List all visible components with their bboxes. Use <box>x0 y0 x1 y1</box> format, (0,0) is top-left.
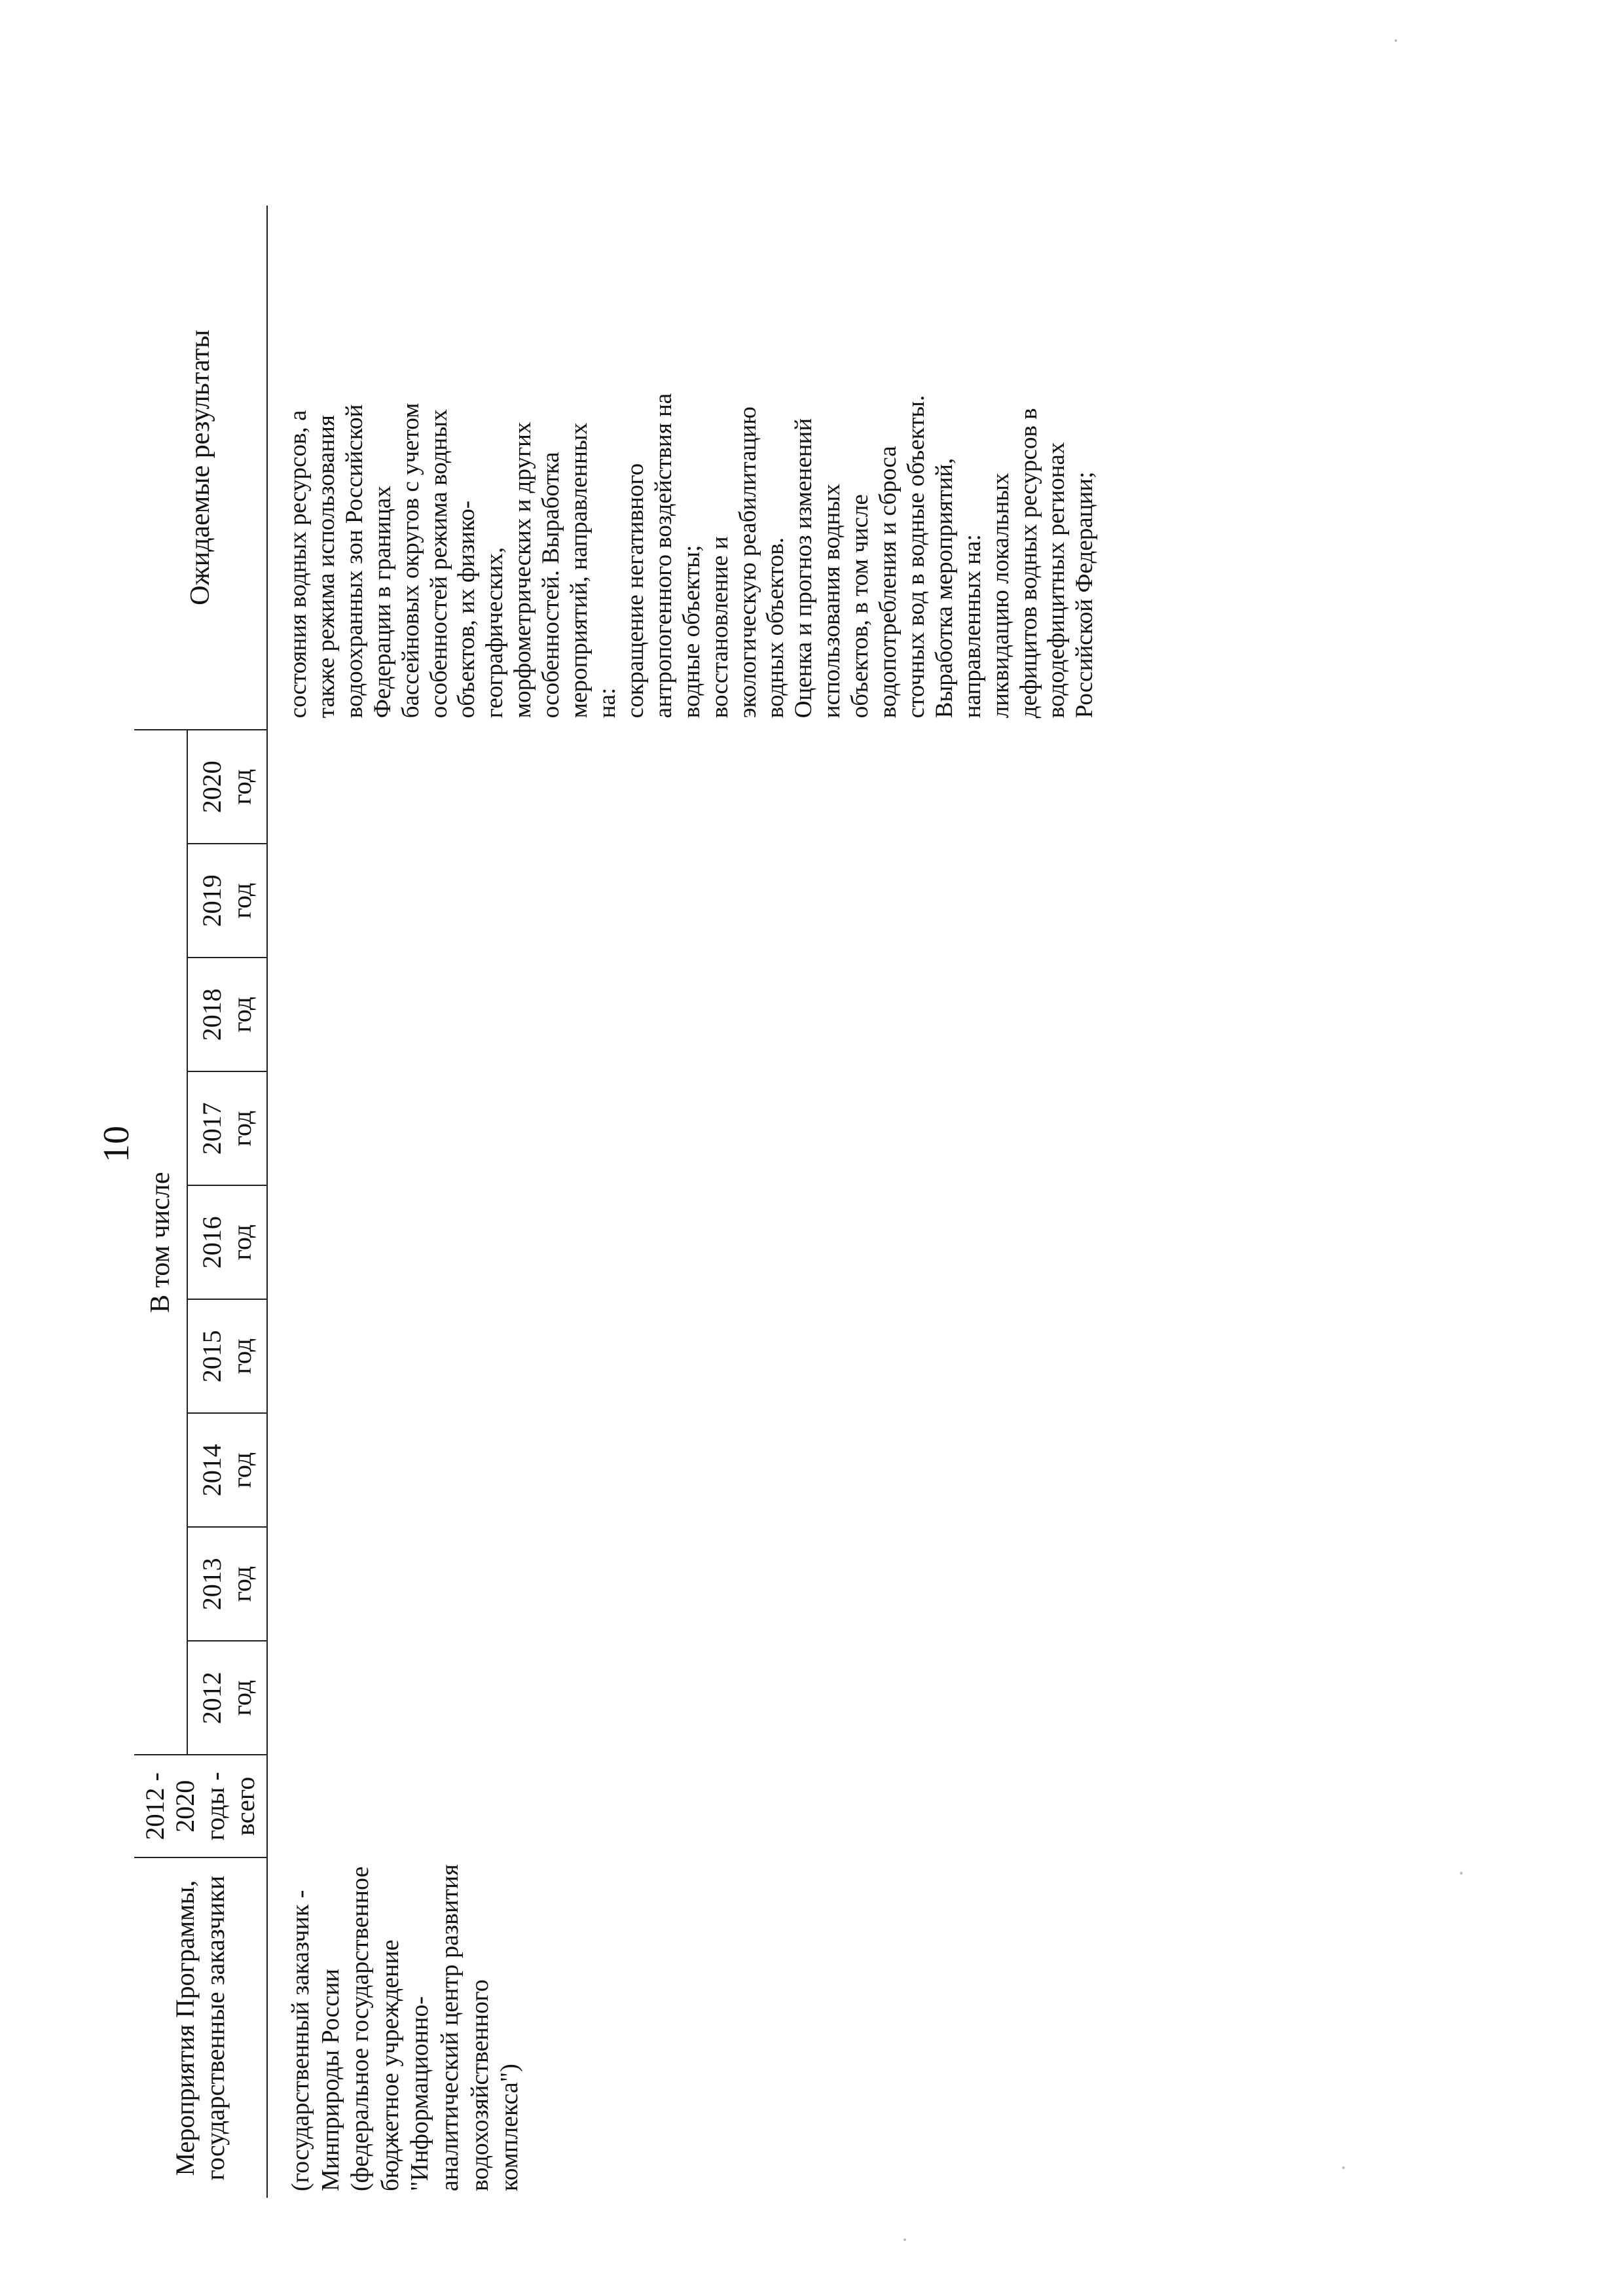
results-line: также режима использования <box>312 415 340 719</box>
year-cell-2017 <box>267 1071 1099 1185</box>
header-total <box>134 1755 267 1857</box>
results-cell <box>267 206 1099 730</box>
year-cell-2013 <box>267 1527 1099 1641</box>
total-cell <box>267 1755 1099 1857</box>
header-year-2019 <box>187 844 267 958</box>
year-cell-2018 <box>267 958 1099 1071</box>
measures-line: (государственный заказчик - <box>287 1890 314 2191</box>
results-line: Выработка мероприятий, <box>930 457 958 719</box>
measures-line: "Информационно- <box>406 1996 434 2191</box>
results-line: направленных на: <box>958 534 986 719</box>
results-line: водные объекты; <box>678 545 705 719</box>
results-line: водоохранных зон Российской <box>340 404 368 719</box>
scan-speck <box>903 2238 906 2241</box>
year-unit: год <box>227 1224 257 1261</box>
results-line: мероприятий, направленных <box>566 422 593 719</box>
results-line: восстановление и <box>706 536 733 719</box>
results-line: сточных вод в водные объекты. <box>902 395 930 719</box>
scan-speck <box>1342 2166 1345 2169</box>
year-unit: год <box>227 996 257 1033</box>
year-cell-2015 <box>267 1299 1099 1413</box>
year-cell-2019 <box>267 844 1099 958</box>
results-line: объектов, их физико- <box>453 500 481 719</box>
measures-cell <box>267 1857 1099 2198</box>
year-label: 2017 <box>197 1102 227 1155</box>
year-label: 2013 <box>197 1558 227 1611</box>
header-year-2017 <box>187 1071 267 1185</box>
results-line: водных объектов. <box>762 537 790 719</box>
year-unit: год <box>227 1338 257 1374</box>
results-line: использования водных <box>818 484 846 719</box>
header-year-2016 <box>187 1185 267 1299</box>
header-total-line: 2012 - <box>140 1772 170 1840</box>
results-line: вододефицитных регионах <box>1043 442 1070 719</box>
year-cell-2020 <box>267 730 1099 844</box>
year-label: 2015 <box>197 1330 227 1383</box>
measures-line: (федеральное государственное <box>346 1866 374 2191</box>
results-line: морфометрических и других <box>509 422 537 719</box>
year-label: 2014 <box>197 1444 227 1497</box>
scan-speck <box>1395 39 1397 42</box>
measures-line: водохозяйственного <box>465 1979 494 2191</box>
results-line: особенностей. Выработка <box>538 452 565 719</box>
header-year-2020 <box>187 730 267 844</box>
results-line: объектов, в том числе <box>847 494 874 719</box>
year-unit: год <box>227 1566 257 1602</box>
year-cell-2012 <box>267 1641 1099 1755</box>
year-label: 2012 <box>197 1672 227 1725</box>
results-line: ликвидацию локальных <box>987 473 1014 719</box>
header-results: Ожидаемые результаты <box>134 206 267 730</box>
year-cell-2016 <box>267 1185 1099 1299</box>
results-line: Федерации в границах <box>369 486 396 719</box>
program-table <box>134 206 1099 2198</box>
results-line: особенностей режима водных <box>425 409 452 719</box>
scan-speck <box>1460 1872 1463 1874</box>
year-label: 2016 <box>197 1216 227 1269</box>
header-total-line: всего <box>230 1776 260 1836</box>
results-line: водопотребления и сброса <box>875 446 902 719</box>
header-including: В том числе <box>134 730 187 1755</box>
results-line: бассейновых округов с учетом <box>397 403 424 719</box>
measures-line: аналитический центр развития <box>435 1864 464 2191</box>
header-measures: Мероприятия Программы, государственные заказчики <box>134 1857 267 2198</box>
results-line: на: <box>593 687 621 719</box>
results-line: Оценка и прогноз изменений <box>790 418 818 719</box>
header-total-line: годы - <box>200 1772 230 1841</box>
results-line: Российской Федерации; <box>1071 471 1099 719</box>
header-year-2018 <box>187 958 267 1071</box>
year-label: 2018 <box>197 988 227 1041</box>
results-line: сокращение негативного <box>621 463 649 719</box>
header-year-2012 <box>187 1641 267 1755</box>
measures-line: бюджетное учреждение <box>376 1939 404 2191</box>
year-cell-2014 <box>267 1413 1099 1527</box>
year-unit: год <box>227 1452 257 1488</box>
page-number: 10 <box>96 1126 137 1162</box>
measures-line: комплекса") <box>496 2064 524 2191</box>
header-year-2014 <box>187 1413 267 1527</box>
results-line: географических, <box>481 547 509 719</box>
results-line: экологическую реабилитацию <box>734 406 761 719</box>
year-unit: год <box>227 1679 257 1716</box>
year-label: 2019 <box>197 874 227 927</box>
header-year-2013 <box>187 1527 267 1641</box>
header-total-line: 2020 <box>170 1780 200 1833</box>
results-line: состояния водных ресурсов, а <box>285 410 312 719</box>
header-year-2015 <box>187 1299 267 1413</box>
year-label: 2020 <box>197 761 227 814</box>
year-unit: год <box>227 1110 257 1147</box>
measures-line: Минприроды России <box>316 1969 344 2191</box>
year-unit: год <box>227 768 257 805</box>
year-unit: год <box>227 882 257 919</box>
results-line: антропогенного воздействия на <box>649 393 677 719</box>
results-line: дефицитов водных ресурсов в <box>1015 408 1042 719</box>
